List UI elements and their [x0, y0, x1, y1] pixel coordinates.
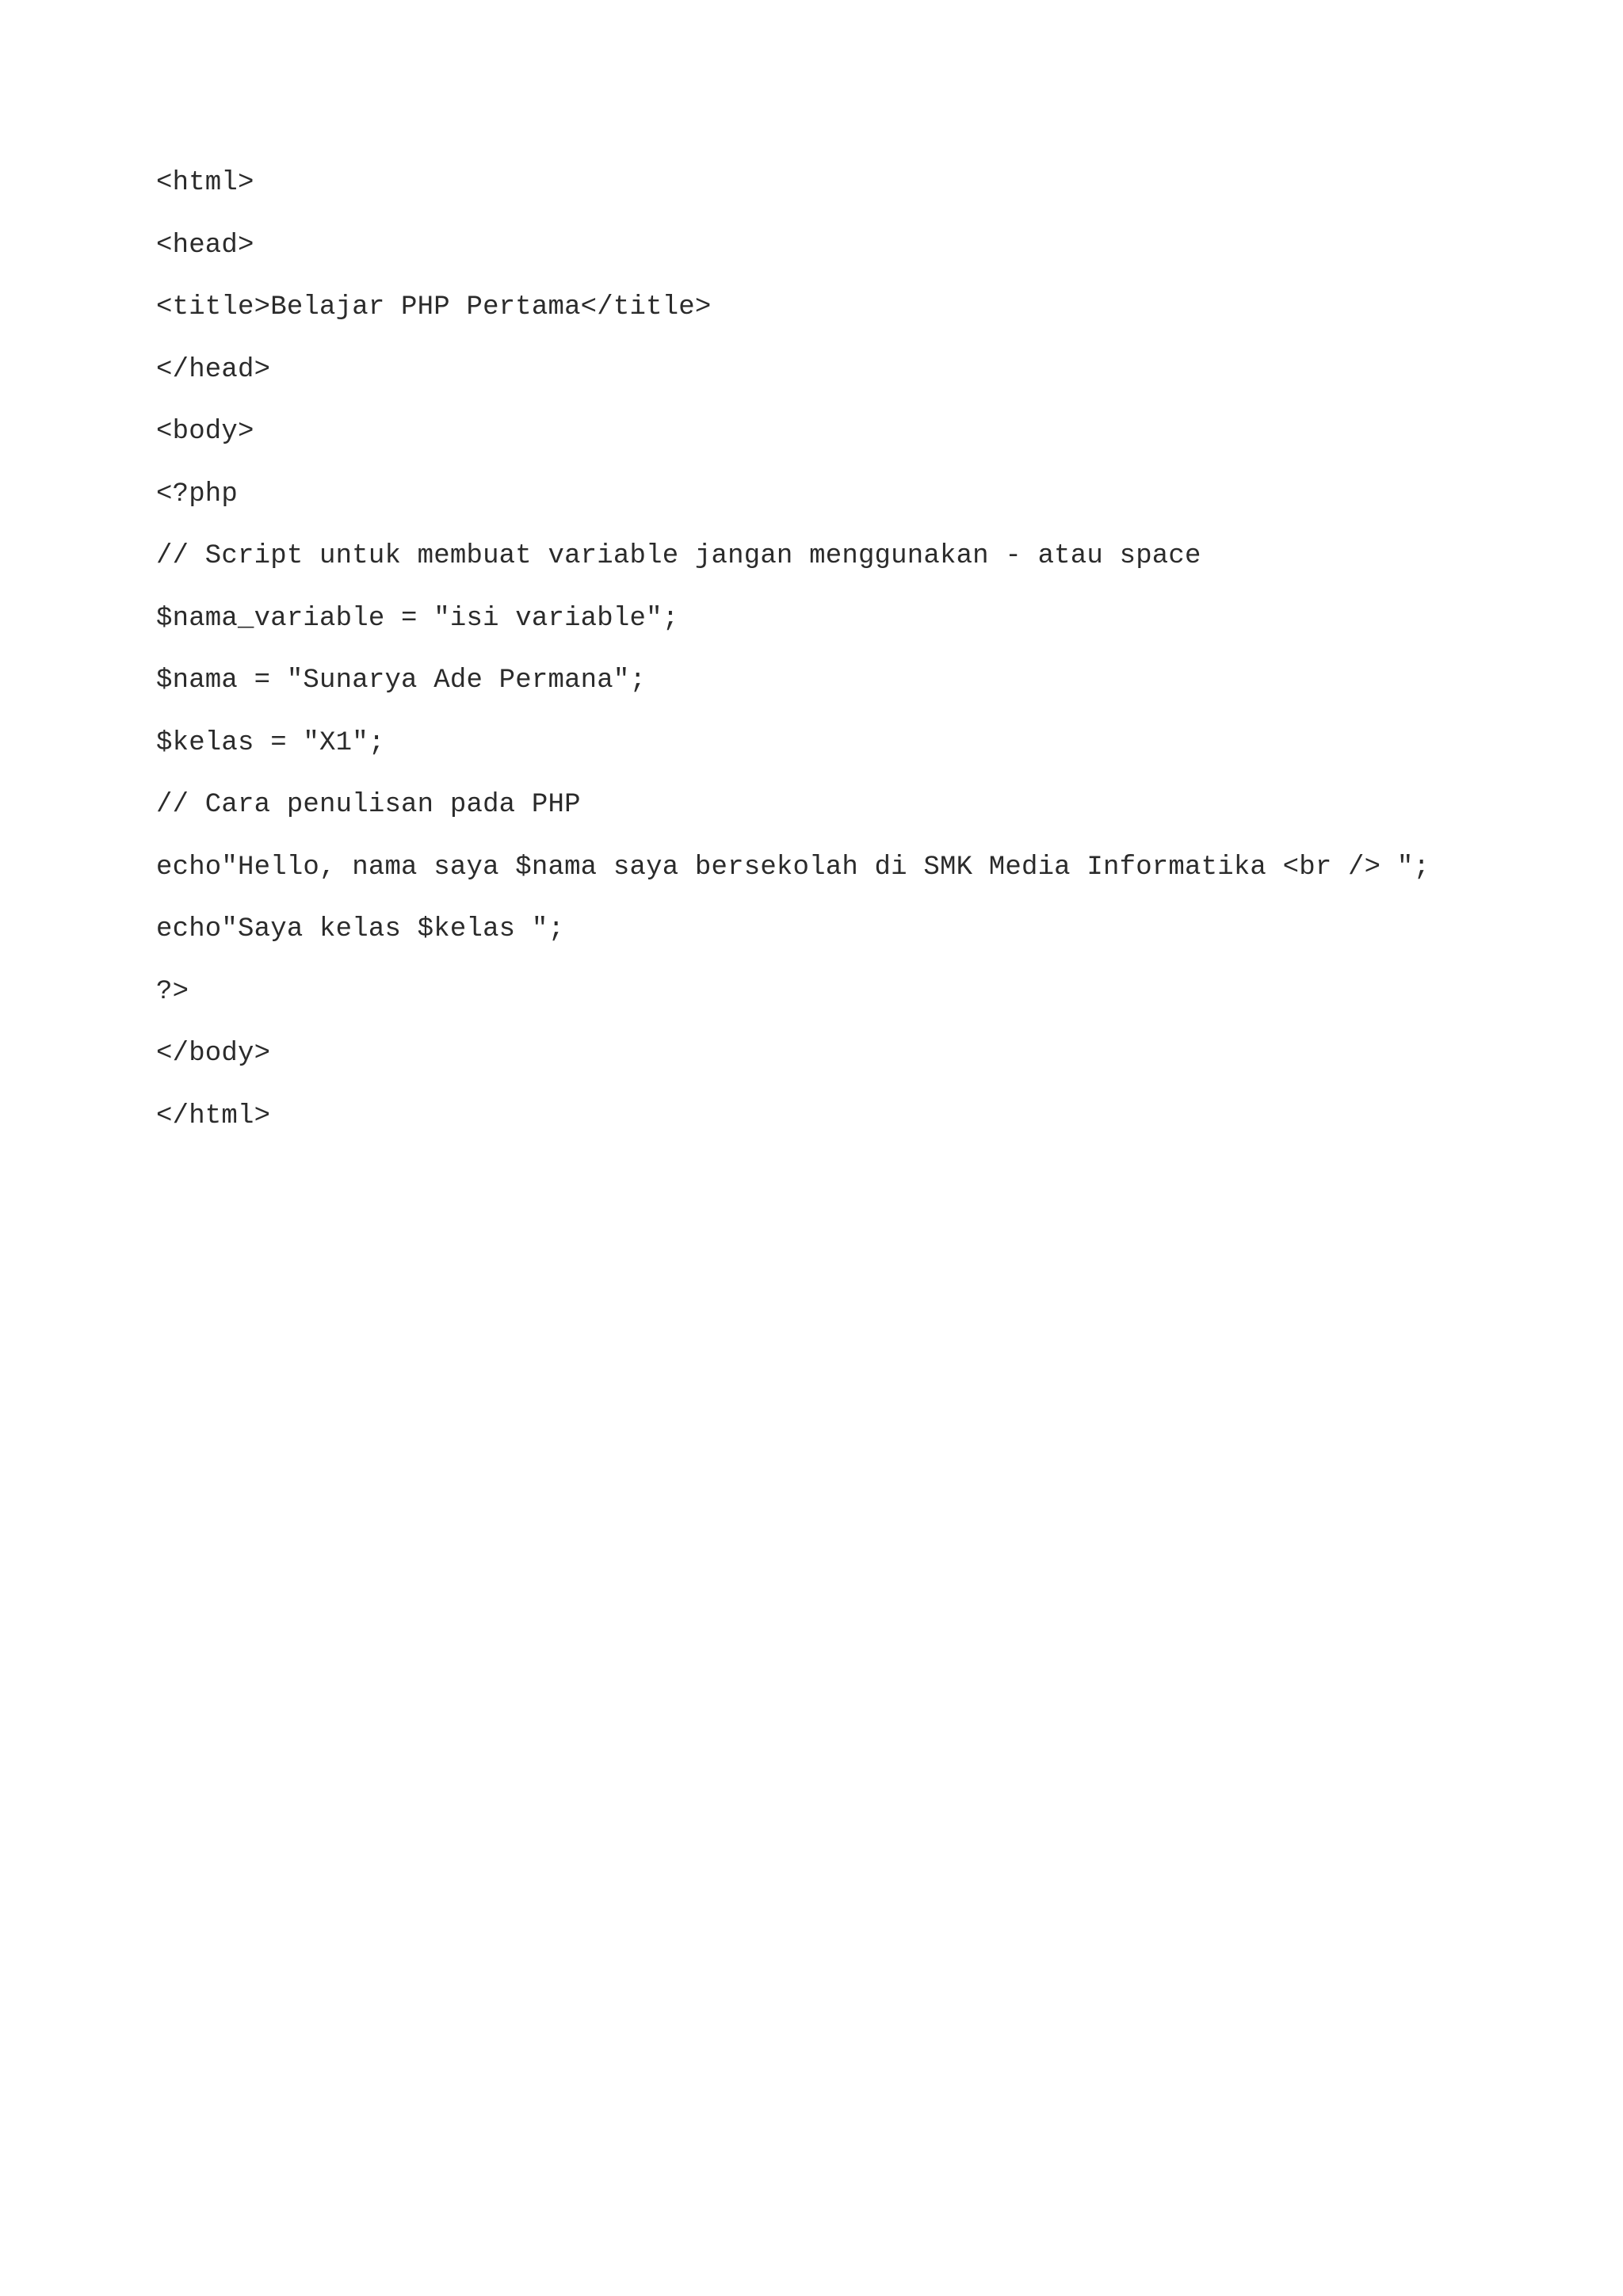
code-line-html-close: </html>: [156, 1100, 271, 1131]
code-line-php-open: <?php: [156, 479, 239, 509]
code-line-body-close: </body>: [156, 1039, 271, 1069]
code-line-nama-variable: $nama_variable = "isi variable";: [156, 603, 679, 634]
code-line-html-open: <html>: [156, 168, 254, 198]
code-line-body-open: <body>: [156, 417, 254, 447]
code-line-comment-variable: // Script untuk membuat variable jangan menggunakan - atau space: [156, 541, 1201, 571]
code-line-comment-penulisan: // Cara penulisan pada PHP: [156, 790, 581, 820]
code-line-title: <title>Belajar PHP Pertama</title>: [156, 292, 712, 322]
code-line-head-close: </head>: [156, 354, 271, 385]
code-listing: [156, 152, 1583, 1147]
code-line-echo-hello: echo"Hello, nama saya $nama saya bersekolah di SMK Media Informatika <br /> ";: [156, 852, 1430, 883]
code-line-echo-kelas: echo"Saya kelas $kelas ";: [156, 914, 565, 944]
code-line-kelas: $kelas = "X1";: [156, 727, 385, 758]
code-line-head-open: <head>: [156, 230, 254, 261]
code-line-nama: $nama = "Sunarya Ade Permana";: [156, 666, 647, 696]
code-line-php-close: ?>: [156, 976, 189, 1007]
